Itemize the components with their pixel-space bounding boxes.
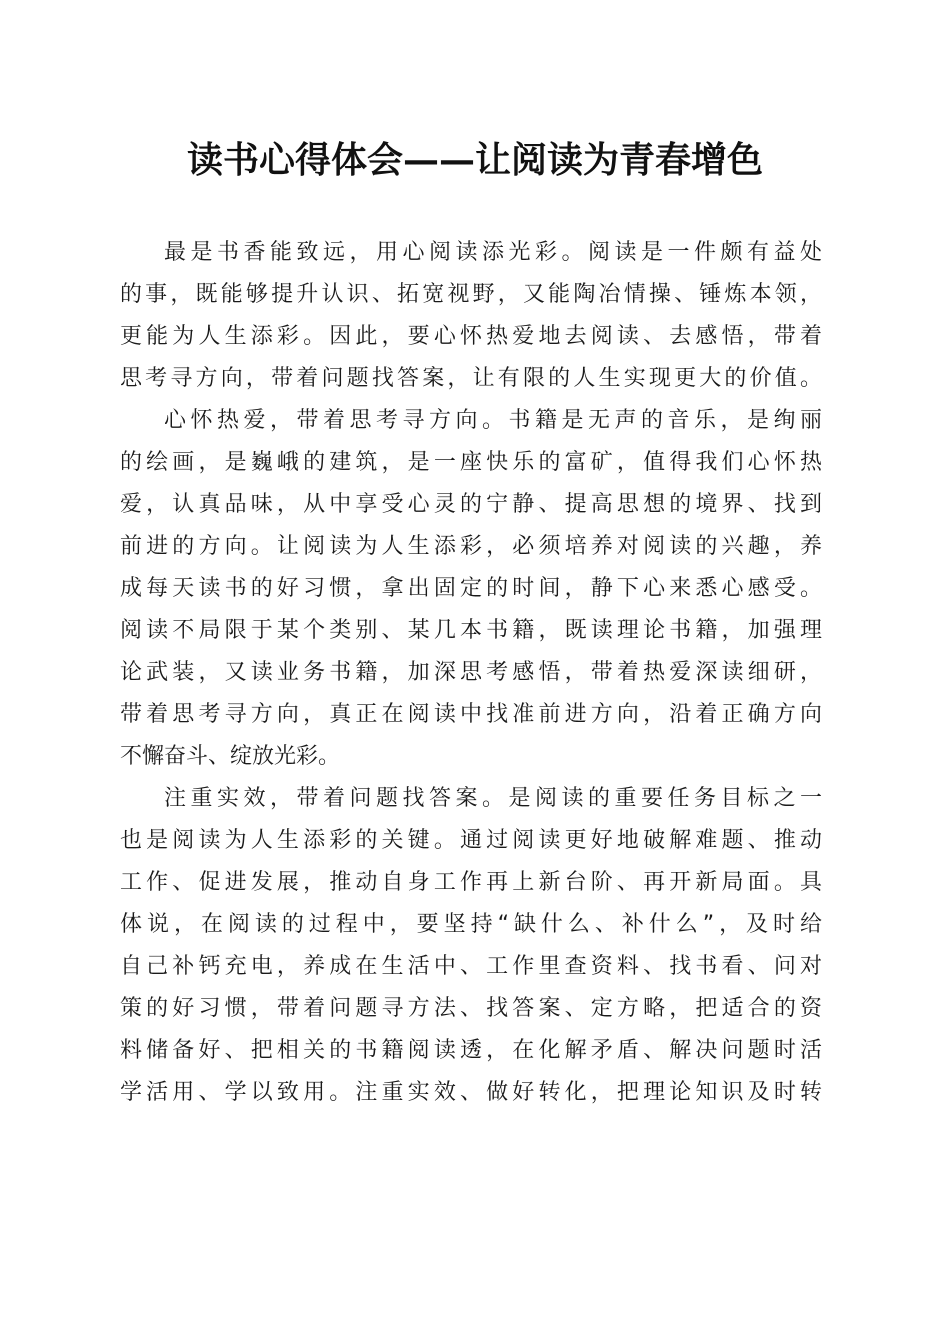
document-body: [120, 232, 822, 1114]
paragraph-2: [120, 400, 822, 778]
text-line: 也是阅读为人生添彩的关键。通过阅读更好地破解难题、推动: [120, 828, 822, 853]
text-line: 不懈奋斗、绽放光彩。: [120, 744, 341, 769]
text-line: 自己补钙充电，养成在生活中、工作里查资料、找书看、问对: [120, 954, 822, 979]
text-line: 料储备好、把相关的书籍阅读透，在化解矛盾、解决问题时活: [120, 1038, 822, 1063]
text-line: 论武装，又读业务书籍，加深思考感悟，带着热爱深读细研，: [120, 660, 822, 685]
text-line: 更能为人生添彩。因此，要心怀热爱地去阅读、去感悟，带着: [120, 324, 822, 349]
text-line: 心怀热爱，带着思考寻方向。书籍是无声的音乐，是绚丽: [164, 408, 822, 433]
text-line: 最是书香能致远，用心阅读添光彩。阅读是一件颇有益处: [164, 240, 822, 265]
text-line: 前进的方向。让阅读为人生添彩，必须培养对阅读的兴趣，养: [120, 534, 822, 559]
text-line: 注重实效，带着问题找答案。是阅读的重要任务目标之一: [164, 786, 822, 811]
text-line: 的绘画，是巍峨的建筑，是一座快乐的富矿，值得我们心怀热: [120, 450, 822, 475]
text-line: 工作、促进发展，推动自身工作再上新台阶、再开新局面。具: [120, 870, 822, 895]
text-line: 的事，既能够提升认识、拓宽视野，又能陶冶情操、锤炼本领，: [120, 282, 822, 307]
text-line: 学活用、学以致用。注重实效、做好转化，把理论知识及时转: [120, 1080, 822, 1105]
text-line: 爱，认真品味，从中享受心灵的宁静、提高思想的境界、找到: [120, 492, 822, 517]
text-line: 成每天读书的好习惯，拿出固定的时间，静下心来悉心感受。: [120, 576, 822, 601]
text-line: 策的好习惯，带着问题寻方法、找答案、定方略，把适合的资: [120, 996, 822, 1021]
text-line: 思考寻方向，带着问题找答案，让有限的人生实现更大的价值。: [120, 366, 822, 391]
text-line: 带着思考寻方向，真正在阅读中找准前进方向，沿着正确方向: [120, 702, 822, 727]
text-line: 体说，在阅读的过程中，要坚持“缺什么、补什么”，及时给: [120, 912, 822, 937]
text-line: 阅读不局限于某个类别、某几本书籍，既读理论书籍，加强理: [120, 618, 822, 643]
paragraph-1: [120, 232, 822, 400]
paragraph-3: [120, 778, 822, 1114]
document-title: 读书心得体会——让阅读为青春增色: [186, 139, 763, 181]
